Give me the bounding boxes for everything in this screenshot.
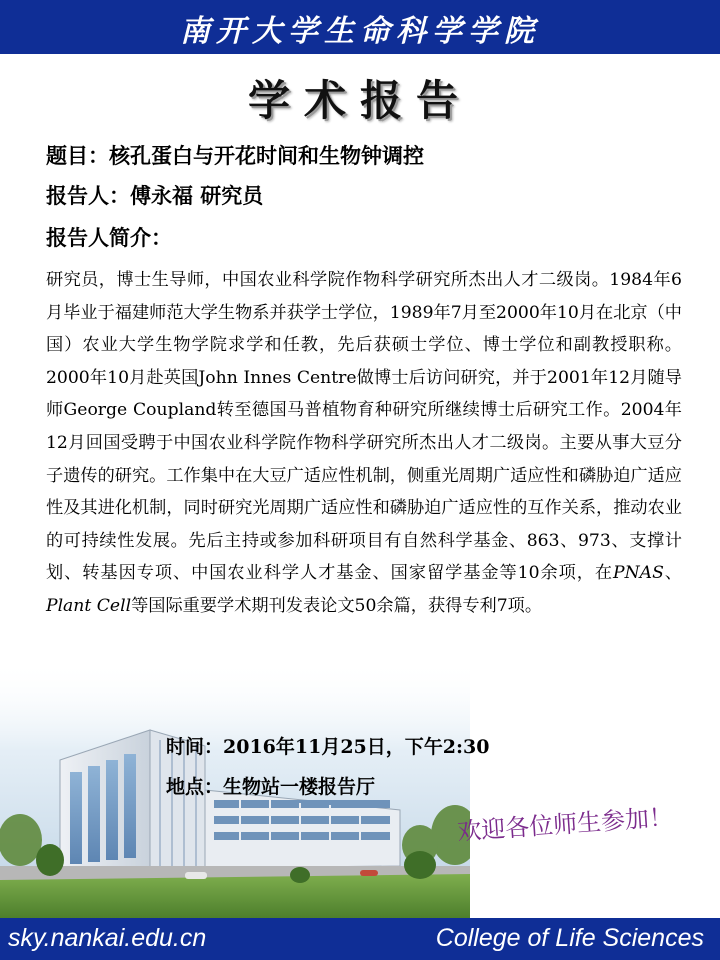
journal-pnas: PNAS [613,563,664,584]
college-name: College of Life Sciences [435,924,704,952]
speaker-value: 傅永福 研究员 [130,184,264,208]
journal-plant-cell: Plant Cell [46,595,132,616]
bio-part-3: 等国际重要学术期刊发表论文50余篇，获得专利7项。 [131,595,543,616]
time-label: 时间： [166,736,224,758]
speaker-label: 报告人： [46,184,130,208]
topic-label: 题目： [46,144,109,168]
time-line [166,732,489,759]
speaker-line [46,180,263,210]
place-label: 地点： [166,776,224,798]
bio-part-2: 、 [663,563,682,584]
bio-text [46,264,682,623]
institution-name: 南开大学生命科学学院 [180,14,540,49]
bottom-banner [0,918,720,960]
topic-line [46,140,424,170]
page-title: 学术报告 [247,76,472,125]
place-line [166,772,375,799]
top-banner [0,0,720,54]
place-value: 生物站一楼报告厅 [223,776,376,798]
bio-label: 报告人简介： [46,226,172,250]
website-url[interactable]: sky.nankai.edu.cn [8,924,207,952]
topic-value: 核孔蛋白与开花时间和生物钟调控 [109,144,424,168]
time-value: 2016年11月25日，下午2:30 [223,736,490,758]
welcome-message: 欢迎各位师生参加！ [456,802,674,846]
bio-part-1: 研究员，博士生导师，中国农业科学院作物科学研究所杰出人才二级岗。1984年6月毕业于福建师范大学生物系并获学士学位，1989年7月至2000年10月在北京（中国）农业大学生物学院求学和任教，先后获硕士学位、博士学位和副教授职称。2000年10月赴英国John Innes Centre做博士后访问研究，并于2001年12月随导师George Coupland转至德国马普植物育种研究所继续博士后研究工作。2004年12月回国受聘于中国农业科学院作物科学研究所杰出人才二级岗。主要从事大豆分子遗传的研究。工作集中在大豆广适应性机制，侧重光周期广适应性和磷胁迫广适应性及其进化机制，同时研究光周期广适应性和磷胁迫广适应性的互作关系，推动农业的可持续性发展。先后主持或参加科研项目有自然科学基金、863、973、支撑计划、转基因专项、中国农业科学人才基金、国家留学基金等10余项，在 [46,270,682,584]
